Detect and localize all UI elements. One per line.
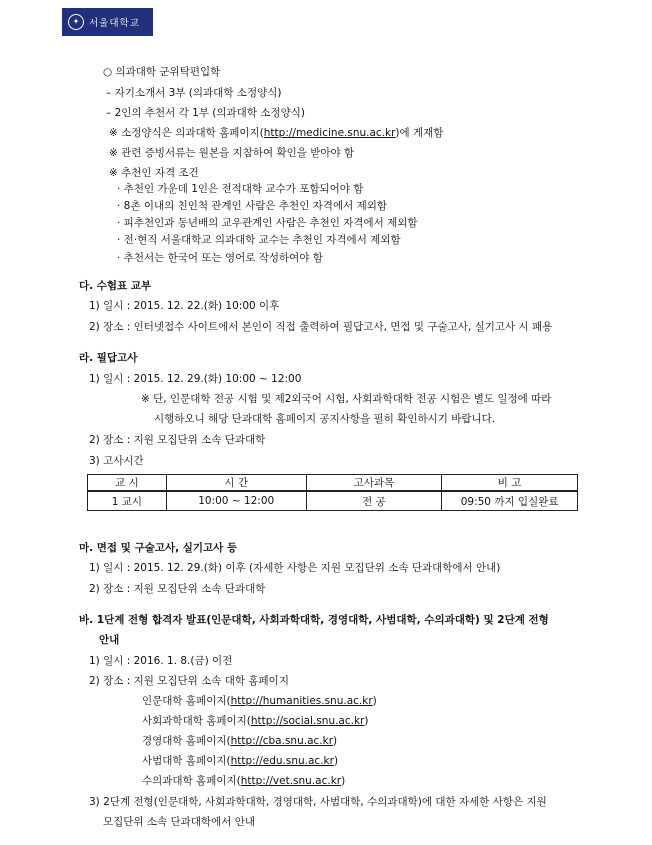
med-cond-3: · 피추천인과 동년배의 교우관계인 사람은 추천인 자격에서 제외함 — [117, 217, 418, 229]
exam-schedule-table — [87, 474, 578, 511]
med-title: ○ 의과대학 군위탁편입학 — [103, 66, 221, 78]
cell-time: 10:00 ~ 12:00 — [166, 491, 306, 511]
site-vet: 수의과대학 홈페이지(http://vet.snu.ac.kr) — [142, 775, 346, 787]
site-cba: 경영대학 홈페이지(http://cba.snu.ac.kr) — [142, 735, 338, 747]
snu-emblem-icon: ✦ — [68, 14, 84, 30]
site-social: 사회과학대학 홈페이지(http://social.snu.ac.kr) — [142, 715, 369, 727]
section-ma-item-2: 2) 장소 : 지원 모집단위 소속 단과대학 — [89, 583, 266, 595]
section-ba-item-3-line-2: 모집단위 소속 단과대학에서 안내 — [103, 816, 256, 828]
social-link[interactable]: http://social.snu.ac.kr — [250, 715, 365, 727]
med-item-1: – 자기소개서 3부 (의과대학 소정양식) — [106, 87, 282, 99]
header-remarks: 비 고 — [442, 475, 578, 492]
med-note-1: ※ 소정양식은 의과대학 홈페이지(http://medicine.snu.ac.kr)에 게재함 — [109, 127, 444, 139]
vet-link[interactable]: http://vet.snu.ac.kr — [240, 775, 342, 787]
medicine-link[interactable]: http://medicine.snu.ac.kr — [263, 127, 396, 139]
section-da-item-1: 1) 일시 : 2015. 12. 22.(화) 10:00 이후 — [89, 300, 280, 312]
section-ra-item-1: 1) 일시 : 2015. 12. 29.(화) 10:00 ~ 12:00 — [89, 373, 302, 385]
section-ba-item-1: 1) 일시 : 2016. 1. 8.(금) 이전 — [89, 655, 233, 667]
cell-remarks: 09:50 까지 입실완료 — [442, 491, 578, 511]
table-row — [88, 491, 578, 511]
cell-period: 1 교시 — [88, 491, 167, 511]
section-ra-title: 라. 필답고사 — [79, 352, 138, 364]
humanities-link[interactable]: http://humanities.snu.ac.kr — [230, 695, 373, 707]
header-subject: 고사과목 — [306, 475, 442, 492]
section-ra-item-3: 3) 고사시간 — [89, 455, 144, 467]
university-logo — [62, 8, 153, 36]
table-header-row — [88, 475, 578, 492]
section-ba-title-line-1: 바. 1단계 전형 합격자 발표(인문대학, 사회과학대학, 경영대학, 사범대학, 수의과대학) 및 2단계 전형 — [79, 614, 549, 626]
section-ma-item-1: 1) 일시 : 2015. 12. 29.(화) 이후 (자세한 사항은 지원 모집단위 소속 단과대학에서 안내) — [89, 562, 501, 574]
cba-link[interactable]: http://cba.snu.ac.kr — [230, 735, 334, 747]
section-ra-note-line-1: ※ 단, 인문대학 전공 시험 및 제2외국어 시험, 사회과학대학 전공 시험은 별도 일정에 따라 — [141, 393, 552, 405]
site-humanities: 인문대학 홈페이지(http://humanities.snu.ac.kr) — [142, 695, 377, 707]
section-ba-title-line-2: 안내 — [99, 634, 120, 646]
section-da-item-2: 2) 장소 : 인터넷접수 사이트에서 본인이 직접 출력하여 필답고사, 면접 및 구술고사, 실기고사 시 패용 — [89, 321, 553, 333]
section-ra-item-2: 2) 장소 : 지원 모집단위 소속 단과대학 — [89, 434, 266, 446]
section-da-title: 다. 수험표 교부 — [79, 280, 152, 292]
section-ba-item-3-line-1: 3) 2단계 전형(인문대학, 사회과학대학, 경영대학, 사범대학, 수의과대학)에 대한 자세한 사항은 지원 — [89, 796, 547, 808]
med-item-2: – 2인의 추천서 각 1부 (의과대학 소정양식) — [106, 107, 305, 119]
cell-subject: 전 공 — [306, 491, 442, 511]
med-note-3: ※ 추천인 자격 조건 — [109, 167, 199, 179]
site-edu: 사범대학 홈페이지(http://edu.snu.ac.kr) — [142, 755, 339, 767]
school-name: 서울대학교 — [89, 18, 140, 29]
section-ma-title: 마. 면접 및 구술고사, 실기고사 등 — [79, 542, 238, 554]
header-period: 교 시 — [88, 475, 167, 492]
med-note-2: ※ 관련 증빙서류는 원본을 지참하여 확인을 받아야 함 — [109, 147, 355, 159]
med-cond-1: · 추천인 가운데 1인은 전적대학 교수가 포함되어야 함 — [117, 183, 364, 195]
header-time: 시 간 — [166, 475, 306, 492]
med-cond-5: · 추천서는 한국어 또는 영어로 작성하여야 함 — [117, 252, 323, 264]
edu-link[interactable]: http://edu.snu.ac.kr — [230, 755, 334, 767]
med-cond-2: · 8촌 이내의 친인척 관계인 사람은 추천인 자격에서 제외함 — [117, 200, 388, 212]
section-ba-item-2: 2) 장소 : 지원 모집단위 소속 대학 홈페이지 — [89, 675, 289, 687]
section-ra-note-line-2: 시행하오니 해당 단과대학 홈페이지 공지사항을 필히 확인하시기 바랍니다. — [154, 413, 496, 425]
med-cond-4: · 전·현직 서울대학교 의과대학 교수는 추천인 자격에서 제외함 — [117, 234, 401, 246]
